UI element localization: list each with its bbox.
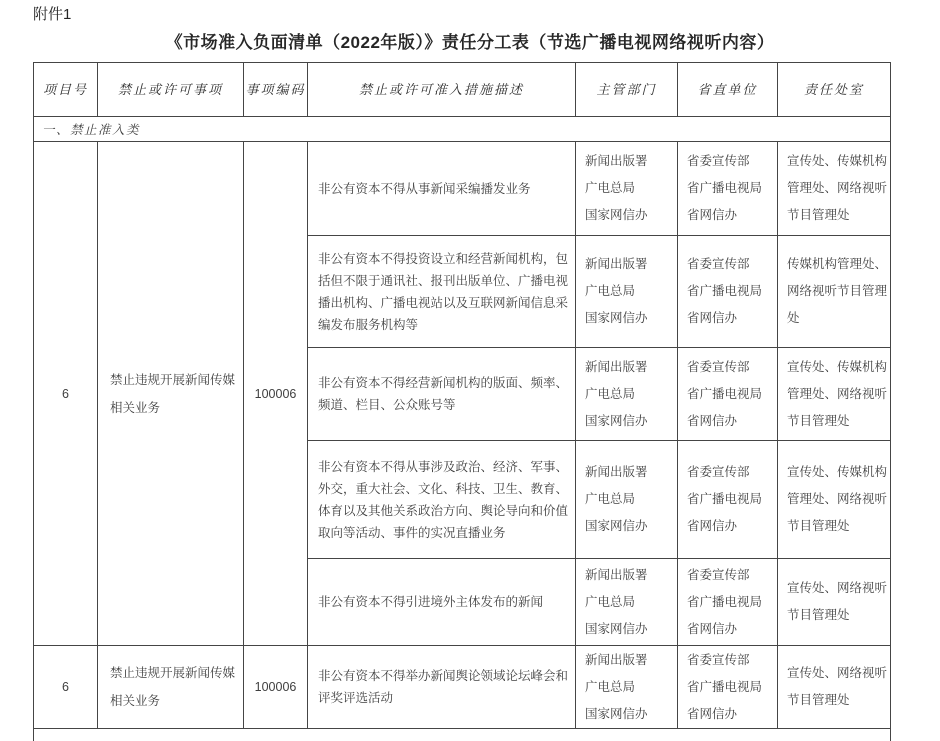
provincial-line: 省网信办 (687, 519, 738, 533)
dept-cell (576, 559, 678, 646)
provincial-line: 省广播电视局 (687, 492, 763, 506)
dept-line: 新闻出版署 (585, 567, 648, 582)
provincial-line: 省网信办 (687, 311, 738, 325)
provincial-line: 省广播电视局 (687, 679, 763, 694)
measure-description-cell: 非公有资本不得从事涉及政治、经济、军事、外交，重大社会、文化、科技、卫生、教育、体育以及其他关系政治方向、舆论导向和价值取向等活动、事件的实况直播业务 (308, 441, 576, 559)
provincial-line: 省网信办 (687, 621, 738, 636)
dept-line: 新闻出版署 (585, 652, 648, 667)
col-header-office: 责任处室 (778, 63, 891, 117)
partial-row-cell (34, 729, 891, 741)
provincial-line: 省网信办 (687, 706, 738, 721)
dept-line: 国家网信办 (585, 621, 648, 636)
measure-description-cell: 非公有资本不得经营新闻机构的版面、频率、频道、栏目、公众账号等 (308, 348, 576, 441)
dept-line: 广电总局 (585, 492, 636, 506)
provincial-cell (678, 348, 778, 441)
dept-line: 国家网信办 (585, 311, 648, 325)
col-header-item-code: 事项编码 (244, 63, 308, 117)
dept-line: 广电总局 (585, 679, 636, 694)
provincial-line: 省广播电视局 (687, 181, 763, 195)
dept-line: 国家网信办 (585, 706, 648, 721)
provincial-line: 省网信办 (687, 208, 738, 222)
dept-line: 广电总局 (585, 284, 636, 298)
office-cell: 传媒机构管理处、网络视听节目管理处 (778, 236, 891, 348)
measure-description-cell: 非公有资本不得投资设立和经营新闻机构，包括但不限于通讯社、报刊出版单位、广播电视播出机构、广播电视站以及互联网新闻信息采编发布服务机构等 (308, 236, 576, 348)
provincial-line: 省广播电视局 (687, 594, 763, 609)
dept-line: 广电总局 (585, 594, 636, 609)
document-title: 《市场准入负面清单（2022年版）》责任分工表（节选广播电视网络视听内容） (165, 33, 775, 52)
dept-line: 国家网信办 (585, 208, 648, 222)
provincial-line: 省广播电视局 (687, 386, 763, 401)
provincial-line: 省委宣传部 (687, 465, 750, 479)
dept-cell (576, 348, 678, 441)
dept-cell (576, 142, 678, 236)
dept-line: 新闻出版署 (585, 465, 648, 479)
dept-line: 国家网信办 (585, 413, 648, 428)
item-no-cell: 6 (34, 142, 98, 646)
provincial-line: 省广播电视局 (687, 284, 763, 298)
provincial-line: 省委宣传部 (687, 567, 750, 582)
col-header-description: 禁止或许可准入措施描述 (308, 63, 576, 117)
item-no-cell: 6 (34, 646, 98, 729)
dept-line: 国家网信办 (585, 519, 648, 533)
col-header-dept: 主管部门 (576, 63, 678, 117)
measure-description-cell: 非公有资本不得举办新闻舆论领域论坛峰会和评奖评选活动 (308, 646, 576, 729)
table-row (34, 646, 891, 729)
provincial-line: 省委宣传部 (687, 154, 750, 168)
provincial-cell (678, 441, 778, 559)
provincial-line: 省委宣传部 (687, 359, 750, 374)
col-header-item-name: 禁止或许可事项 (98, 63, 244, 117)
dept-cell (576, 646, 678, 729)
measure-description-cell: 非公有资本不得引进境外主体发布的新闻 (308, 559, 576, 646)
item-name-cell: 禁止违规开展新闻传媒相关业务 (98, 646, 244, 729)
attachment-label: 附件1 (33, 6, 72, 23)
provincial-line: 省委宣传部 (687, 652, 750, 667)
dept-line: 广电总局 (585, 181, 636, 195)
measure-description-cell: 非公有资本不得从事新闻采编播发业务 (308, 142, 576, 236)
provincial-cell (678, 236, 778, 348)
section-title: 一、禁止准入类 (34, 117, 891, 142)
item-code-cell: 100006 (244, 142, 308, 646)
dept-cell (576, 236, 678, 348)
provincial-cell (678, 559, 778, 646)
item-name-cell: 禁止违规开展新闻传媒相关业务 (98, 142, 244, 646)
partial-row (34, 729, 891, 741)
section-row (34, 117, 891, 142)
item-code-cell: 100006 (244, 646, 308, 729)
col-header-item-no: 项目号 (34, 63, 98, 117)
provincial-line: 省委宣传部 (687, 257, 750, 271)
col-header-provincial: 省直单位 (678, 63, 778, 117)
provincial-cell (678, 646, 778, 729)
office-cell: 宣传处、网络视听节目管理处 (778, 559, 891, 646)
dept-cell (576, 441, 678, 559)
dept-line: 广电总局 (585, 386, 636, 401)
provincial-cell (678, 142, 778, 236)
responsibility-table (33, 62, 891, 741)
office-cell: 宣传处、网络视听节目管理处 (778, 646, 891, 729)
dept-line: 新闻出版署 (585, 359, 648, 374)
office-cell: 宣传处、传媒机构管理处、网络视听节目管理处 (778, 142, 891, 236)
office-cell: 宣传处、传媒机构管理处、网络视听节目管理处 (778, 441, 891, 559)
dept-line: 新闻出版署 (585, 257, 648, 271)
table-row (34, 142, 891, 236)
provincial-line: 省网信办 (687, 413, 738, 428)
office-cell: 宣传处、传媒机构管理处、网络视听节目管理处 (778, 348, 891, 441)
table-header-row (34, 63, 891, 117)
dept-line: 新闻出版署 (585, 154, 648, 168)
